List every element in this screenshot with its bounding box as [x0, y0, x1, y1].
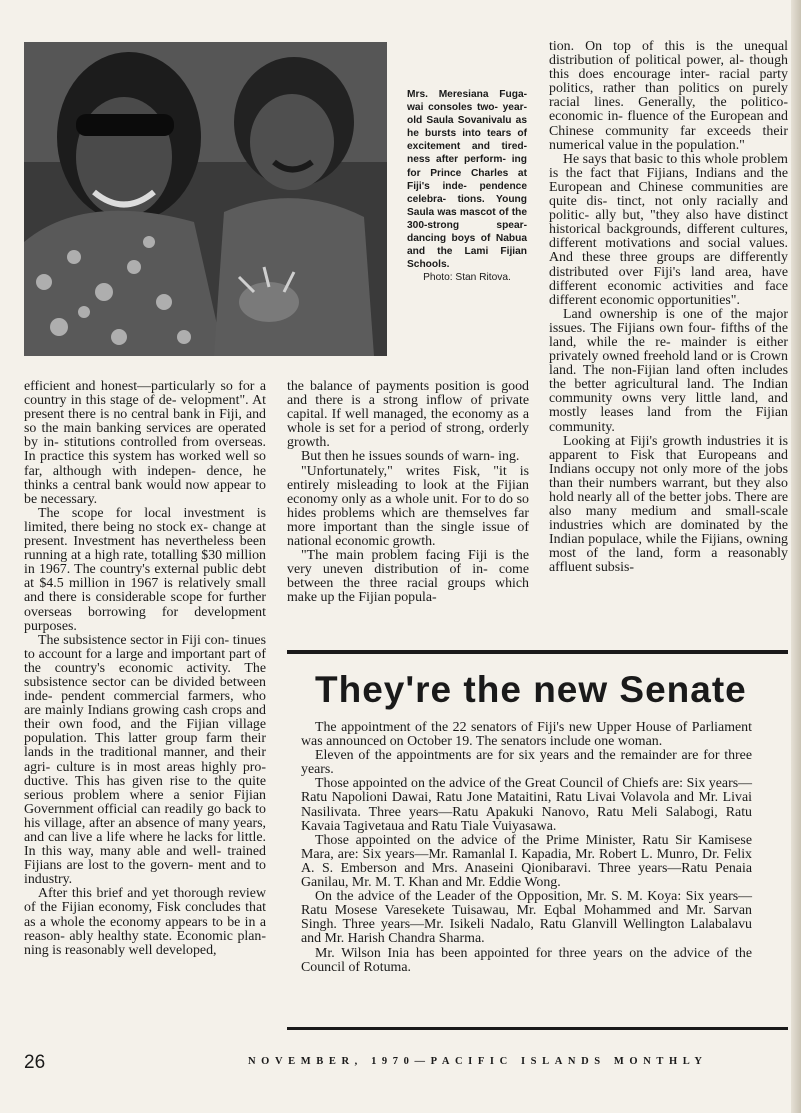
col3-paragraph: tion. On top of this is the unequal distribution of political power, al- though this does encourage inter- racial party politics, rather than politics on purely racial lines. Generally, the politico-economic in- fluence of the European and Chinese community far exceeds their numerical value in the population.": [549, 39, 788, 153]
photo: [24, 42, 387, 356]
senate-paragraph: Those appointed on the advice of the Prime Minister, Ratu Sir Kamisese Mara, are: Six years—Mr. Ramanlal I. Kapadia, Mr. Robert L. Munro, Dr. Felix A. S. Emberson and Mrs. Anaseini Qionibaravi. Three years—Ratu Penaia Ganilau, Mr. M. T. Khan and Mr. Eddie Wong.: [301, 832, 752, 891]
col2-paragraph: "Unfortunately," writes Fisk, "it is entirely misleading to look at the Fijian economy only as a whole unit. For to do so hides problems which are themselves far more important than the single issue of national economic growth.: [287, 463, 529, 550]
col2-paragraph: But then he issues sounds of warn- ing.: [301, 449, 520, 465]
article-column-3: [549, 40, 788, 576]
article-column-1: [24, 380, 266, 958]
col1-paragraph: The scope for local investment is limited, there being no stock ex- change at present. Investment has nevertheless been running at a high rate, totalling $30 million in 1967. The country's external public debt at $4.5 million in 1967 is relatively small and there is considerable scope for further overseas borrowing for development purposes.: [24, 505, 266, 634]
col3-paragraph: Land ownership is one of the major issues. The Fijians own four- fifths of the land, while the re- mainder is either privately owned freehold land or is Crown land. The non-Fijian land often includes the better agricultural land. The Indian community owns very little land, and mostly leases land from the Fijian community.: [549, 306, 788, 435]
senate-paragraph: The appointment of the 22 senators of Fiji's new Upper House of Parliament was announced on October 19. The senators include one woman.: [301, 720, 752, 750]
senate-paragraph: Mr. Wilson Inia has been appointed for three years on the advice of the Council of Rotuma.: [301, 945, 752, 975]
photo-credit: Photo: Stan Ritova.: [423, 272, 511, 284]
senate-headline: They're the new Senate: [315, 669, 747, 710]
section-divider-bottom: [287, 1027, 788, 1030]
col3-paragraph: He says that basic to this whole problem is the fact that Fijians, Indians and the European and Chinese communities are quite dis- tinct, not only racially and politic- ally but, "they also have distinct historical backgrounds, different cultures, different motivations and social values. And these three groups are differently distributed over Fiji's land area, have different economic activities and face different economic opportunities".: [549, 151, 788, 308]
article-column-2: [287, 380, 529, 606]
running-footer: NOVEMBER, 1970—PACIFIC ISLANDS MONTHLY: [248, 1056, 708, 1067]
senate-paragraph: On the advice of the Leader of the Opposition, Mr. S. M. Koya: Six years—Ratu Mosese Varesekete Tuisawau, Mr. Eqbal Mohammed and Mr. Sarvan Singh. Three years—Mr. Isikeli Nadalo, Ratu Glanvill Wellington Lalabalavu and Mr. Harish Chandra Sharma.: [301, 889, 752, 947]
senate-paragraph: Those appointed on the advice of the Great Council of Chiefs are: Six years—Ratu Napolioni Dawai, Ratu Jone Mataitini, Ratu Livai Volavola and Mr. Livai Nasilivata. Three years—Ratu Apakuki Nanovo, Ratu Meli Salabogi, Ratu Kavaia Tagivetaua and Ratu Tiale Vuiyasawa.: [301, 776, 752, 834]
senate-paragraph: Eleven of the appointments are for six years and the remainder are for three years.: [301, 748, 752, 778]
page-number: 26: [24, 1052, 46, 1073]
photo-caption: [407, 88, 527, 284]
senate-article-body: [301, 721, 752, 975]
col2-paragraph: "The main problem facing Fiji is the very uneven distribution of in- come between the three racial groups which make up the Fijian popula-: [287, 548, 529, 606]
col1-paragraph: efficient and honest—particularly so for a country in this stage of de- velopment". At present there is no central bank in Fiji, and so the main banking services are operated by in- stitutions controlled from overseas. In practice this system has worked well so far, although with indepen- dence, he thinks a central bank would now appear to be necessary.: [24, 379, 266, 507]
col3-paragraph: Looking at Fiji's growth industries it is apparent to Fisk that Europeans and Indians occupy not only more of the jobs than their numbers warrant, but they also hold nearly all of the better jobs. There are also many medium and small-scale industries which are dominated by the Indian populace, while the Fijians, owning most of the land, form a reasonably affluent subsis-: [549, 433, 788, 576]
col2-paragraph: the balance of payments position is good and there is a strong inflow of private capital. If well managed, the economy as a whole is set for a period of strong, orderly growth.: [287, 379, 529, 451]
section-divider-top: [287, 650, 788, 654]
col1-paragraph: After this brief and yet thorough review of the Fijian economy, Fisk concludes that as a whole the economy appears to be in a reason- ably healthy state. Economic plan- ning is reasonably well developed,: [24, 886, 266, 958]
page-edge: [791, 0, 801, 1113]
col1-paragraph: The subsistence sector in Fiji con- tinues to account for a large and important part of the country's economic activity. The subsistence sector can be divided between inde- pendent commercial farmers, who are mainly Indians growing cash crops and their own food, and the Fijian village population. This latter group farm their lands in the traditional manner, and their agri- culture is in most areas highly pro- ductive. This has given rise to the quite serious problem where a senior Fijian Government official can readily go back to his village, after an absence of many years, and can live a life where he lacks for little. In this way, many able and well- trained Fijians are lost to the govern- ment and to industry.: [24, 632, 266, 888]
photo-illustration: [24, 42, 387, 356]
caption-text: Mrs. Meresiana Fuga- wai consoles two- year-old Saula Sovanivalu as he bursts into tears of excitement and tired- ness after perform- ing for Prince Charles at Fiji's inde- pendence celebra- tions. Young Saula was mascot of the 300-strong spear- dancing boys of Nabua and the Lami Fijian Schools.: [407, 89, 527, 271]
